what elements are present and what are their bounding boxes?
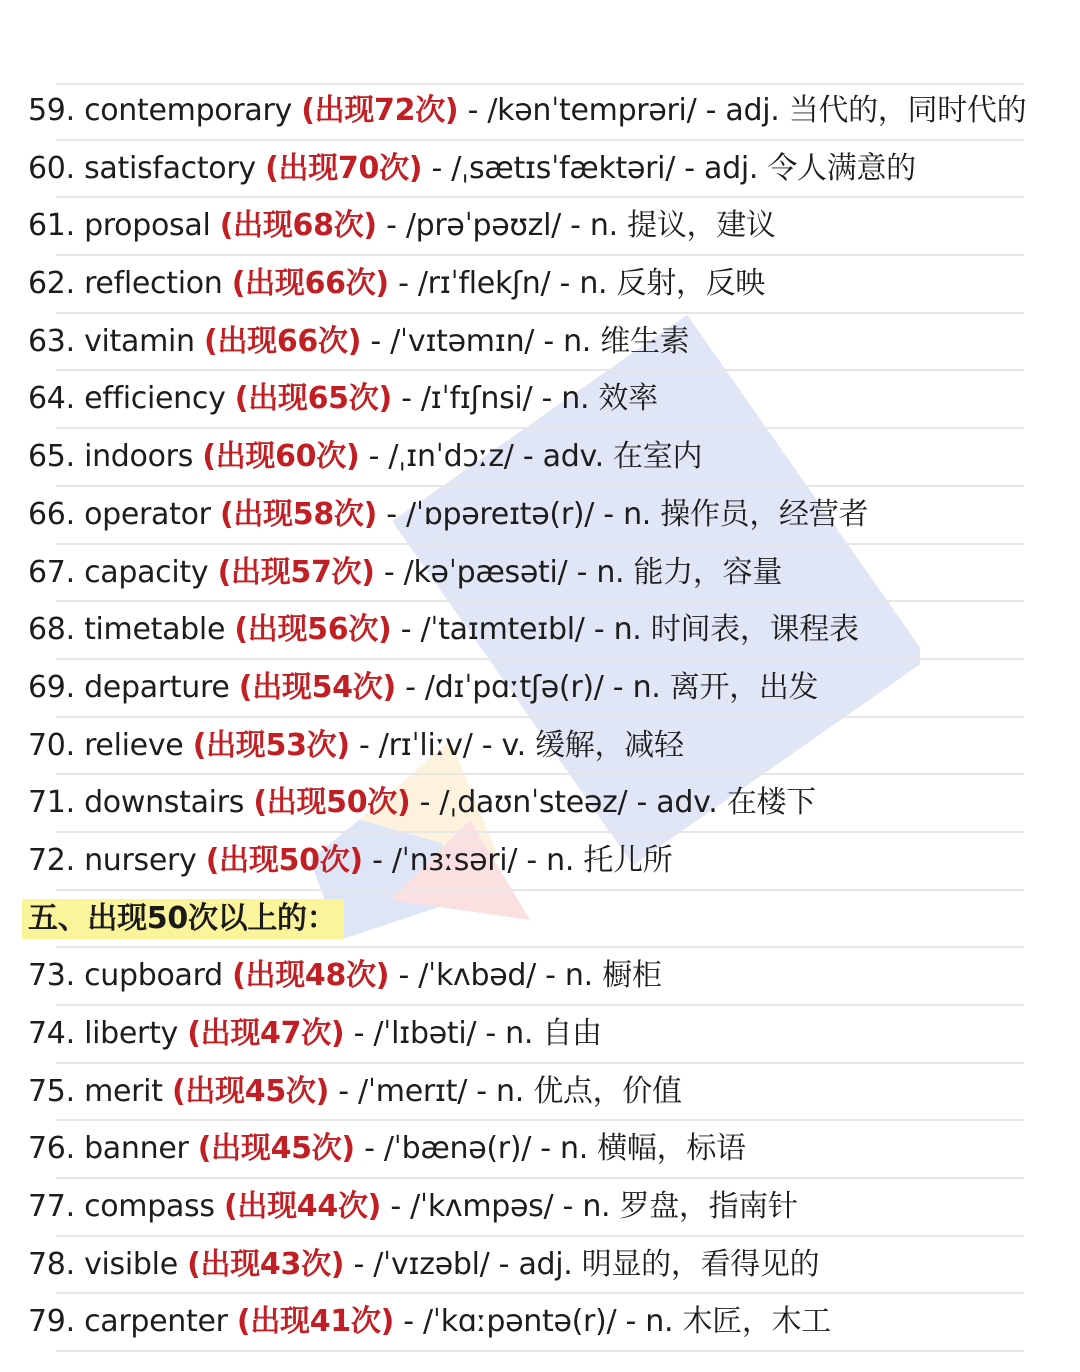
vocabulary-entry (28, 1237, 1024, 1295)
vocabulary-entry (28, 833, 1024, 891)
entry-text (28, 495, 868, 535)
vocabulary-entry (28, 1121, 1024, 1179)
entry-text (28, 783, 816, 823)
entry-definition: - /prəˈpəʊzl/ - n. 提议，建议 (386, 208, 776, 244)
entry-text (28, 553, 782, 593)
entry-definition: - /ˈkɑːpəntə(r)/ - n. 木匠，木工 (403, 1304, 831, 1340)
vocabulary-entry (28, 1294, 1024, 1352)
entry-word: merit (84, 1073, 163, 1109)
entry-word: operator (84, 496, 211, 532)
entry-text (28, 1245, 819, 1285)
vocabulary-entry (28, 256, 1024, 314)
entry-text (28, 1302, 831, 1342)
entry-number: 73. (28, 958, 75, 994)
entry-number: 66. (28, 496, 75, 532)
entry-frequency: (出现43次) (187, 1246, 345, 1282)
vocabulary-list (0, 83, 1080, 1352)
entry-word: downstairs (84, 785, 245, 821)
entry-definition: - /ˈkʌmpəs/ - n. 罗盘，指南针 (390, 1189, 798, 1225)
entry-frequency: (出现57次) (217, 554, 375, 590)
entry-number: 70. (28, 727, 75, 763)
entry-number: 76. (28, 1131, 75, 1167)
entry-text (28, 149, 916, 189)
entry-word: efficiency (84, 381, 226, 417)
entry-frequency: (出现58次) (219, 496, 378, 532)
entry-definition: - /ˈkʌbəd/ - n. 橱柜 (398, 958, 662, 994)
entry-text (28, 322, 689, 362)
entry-definition: - /kənˈtemprəri/ - adj. 当代的，同时代的 (467, 93, 1027, 128)
entry-frequency: (出现47次) (187, 1016, 345, 1051)
entry-number: 77. (28, 1189, 75, 1225)
entry-word: timetable (84, 612, 226, 648)
entry-word: satisfactory (84, 150, 256, 186)
entry-definition: - /ˌsætɪsˈfæktəri/ - adj. 令人满意的 (431, 150, 916, 186)
entry-frequency: (出现41次) (236, 1304, 394, 1340)
entry-definition: - /kəˈpæsəti/ - n. 能力，容量 (383, 554, 783, 590)
vocabulary-entry (28, 602, 1024, 660)
vocabulary-entry (28, 487, 1024, 545)
entry-text (28, 91, 1026, 131)
entry-word: vitamin (84, 323, 195, 359)
entry-frequency: (出现53次) (192, 727, 350, 763)
vocabulary-entry (28, 83, 1027, 141)
entry-number: 78. (28, 1246, 75, 1282)
entry-definition: - /ˈvɪtəmɪn/ - n. 维生素 (370, 323, 690, 359)
entry-frequency: (出现50次) (253, 785, 411, 821)
vocabulary-entry (28, 429, 1024, 487)
entry-word: relieve (84, 727, 184, 763)
entry-number: 69. (28, 669, 75, 705)
entry-text (28, 1014, 602, 1054)
entry-frequency: (出现72次) (301, 93, 459, 128)
entry-frequency: (出现45次) (171, 1073, 330, 1109)
vocabulary-entry (28, 545, 1024, 603)
entry-word: carpenter (84, 1304, 228, 1340)
entry-number: 62. (28, 266, 75, 302)
entry-text (28, 206, 776, 246)
entry-text (28, 437, 702, 477)
entry-text (28, 1129, 746, 1169)
entry-frequency: (出现50次) (205, 842, 363, 878)
entry-definition: - /ˌdaʊnˈsteəz/ - adv. 在楼下 (419, 785, 816, 821)
entry-number: 61. (28, 208, 75, 244)
entry-definition: - /ˈbænə(r)/ - n. 横幅，标语 (364, 1131, 746, 1167)
entry-word: cupboard (84, 958, 223, 994)
vocabulary-entry (28, 775, 1024, 833)
entry-definition: - /ˈvɪzəbl/ - adj. 明显的，看得见的 (353, 1246, 820, 1282)
vocabulary-entry (28, 371, 1024, 429)
entry-word: departure (84, 669, 230, 705)
section-heading (28, 891, 1024, 949)
entry-number: 68. (28, 612, 75, 648)
vocabulary-entry (28, 314, 1024, 372)
entry-text (28, 1072, 682, 1112)
entry-definition: - /ˌɪnˈdɔːz/ - adv. 在室内 (368, 439, 703, 475)
entry-word: reflection (84, 266, 223, 302)
entry-number: 71. (28, 785, 75, 821)
entry-word: visible (84, 1246, 178, 1282)
vocabulary-entry (28, 1179, 1024, 1237)
entry-number: 67. (28, 554, 75, 590)
entry-definition: - /ˈɒpəreɪtə(r)/ - n. 操作员，经营者 (386, 496, 869, 532)
section-heading-text: 五、出现50次以上的： (22, 899, 344, 939)
entry-text (28, 264, 765, 304)
entry-number: 59. (28, 93, 75, 128)
entry-frequency: (出现68次) (219, 208, 377, 244)
entry-number: 60. (28, 150, 75, 186)
entry-text (28, 726, 684, 766)
entry-frequency: (出现56次) (234, 612, 392, 648)
entry-frequency: (出现44次) (223, 1189, 382, 1225)
entry-definition: - /rɪˈliːv/ - v. 缓解，减轻 (359, 727, 684, 763)
entry-word: indoors (84, 439, 194, 475)
entry-definition: - /rɪˈflekʃn/ - n. 反射，反映 (398, 266, 766, 302)
entry-frequency: (出现48次) (232, 958, 390, 994)
entry-number: 63. (28, 323, 75, 359)
entry-word: nursery (84, 842, 197, 878)
entry-number: 72. (28, 842, 75, 878)
entry-frequency: (出现70次) (265, 150, 423, 186)
entry-word: contemporary (84, 93, 292, 128)
entry-number: 79. (28, 1304, 75, 1340)
entry-text (28, 668, 818, 708)
vocabulary-entry (28, 198, 1024, 256)
entry-definition: - /ˈlɪbəti/ - n. 自由 (353, 1016, 602, 1051)
entry-definition: - /dɪˈpɑːtʃə(r)/ - n. 离开，出发 (405, 669, 819, 705)
vocabulary-entry (28, 660, 1024, 718)
vocabulary-entry (28, 948, 1024, 1006)
entry-number: 75. (28, 1073, 75, 1109)
entry-text (28, 1187, 798, 1227)
vocabulary-entry (28, 141, 1024, 199)
entry-word: proposal (84, 208, 211, 244)
entry-text (28, 956, 662, 996)
entry-definition: - /ˈmerɪt/ - n. 优点，价值 (338, 1073, 682, 1109)
vocabulary-entry (28, 1064, 1024, 1122)
entry-number: 74. (28, 1016, 75, 1051)
vocabulary-entry (28, 1006, 1024, 1064)
vocabulary-entry (28, 718, 1024, 776)
entry-frequency: (出现45次) (197, 1131, 355, 1167)
entry-definition: - /ˈnɜːsəri/ - n. 托儿所 (372, 842, 673, 878)
entry-frequency: (出现66次) (204, 323, 362, 359)
entry-number: 65. (28, 439, 75, 475)
entry-number: 64. (28, 381, 75, 417)
entry-text (28, 841, 672, 881)
entry-word: compass (84, 1189, 215, 1225)
entry-text (28, 610, 859, 650)
entry-frequency: (出现60次) (202, 439, 360, 475)
entry-word: capacity (84, 554, 209, 590)
entry-frequency: (出现66次) (231, 266, 389, 302)
entry-word: liberty (84, 1016, 178, 1051)
entry-frequency: (出现65次) (234, 381, 392, 417)
entry-frequency: (出现54次) (238, 669, 396, 705)
entry-word: banner (84, 1131, 189, 1167)
entry-text (28, 379, 658, 419)
entry-definition: - /ˈtaɪmteɪbl/ - n. 时间表，课程表 (400, 612, 859, 648)
entry-definition: - /ɪˈfɪʃnsi/ - n. 效率 (401, 381, 658, 417)
